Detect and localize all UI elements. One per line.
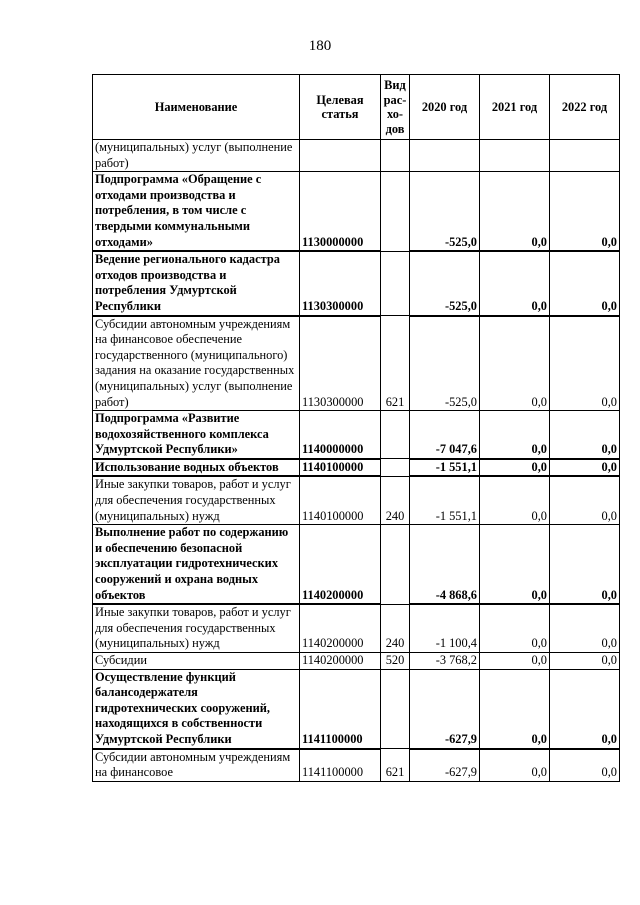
row-vid-cell: 520 [381,653,410,670]
row-vid-cell [381,525,410,604]
row-name-cell: Осуществление функций балансодержателя гидротехнических сооружений, находящихся в собственности Удмуртской Республики [93,669,300,748]
row-2020-cell: -627,9 [410,749,480,782]
row-vid-cell: 621 [381,316,410,411]
row-vid-cell [381,251,410,315]
row-2020-cell: -7 047,6 [410,411,480,459]
column-header-name: Наименование [93,75,300,140]
table-row [93,459,620,477]
column-header-vid: Вид рас-хо-дов [381,75,410,140]
table-row [93,172,620,251]
row-2021-cell: 0,0 [480,316,550,411]
row-code-cell [300,140,381,172]
row-code-cell: 1140200000 [300,653,381,670]
table-row [93,525,620,604]
row-code-cell: 1140100000 [300,459,381,477]
row-2022-cell: 0,0 [550,604,620,652]
row-2022-cell: 0,0 [550,653,620,670]
row-2021-cell: 0,0 [480,411,550,459]
row-2020-cell: -525,0 [410,172,480,251]
column-header-2022: 2022 год [550,75,620,140]
table-row [93,476,620,524]
table-row [93,604,620,652]
row-2022-cell: 0,0 [550,411,620,459]
table-row [93,669,620,748]
row-2022-cell: 0,0 [550,525,620,604]
row-vid-cell [381,411,410,459]
row-2021-cell [480,140,550,172]
column-header-code: Целевая статья [300,75,381,140]
row-2020-cell [410,140,480,172]
row-2020-cell: -1 100,4 [410,604,480,652]
table-row [93,411,620,459]
row-vid-cell [381,669,410,748]
row-vid-cell [381,459,410,477]
row-vid-cell: 240 [381,604,410,652]
row-2020-cell: -1 551,1 [410,459,480,477]
row-2022-cell: 0,0 [550,476,620,524]
row-name-cell: Субсидии [93,653,300,670]
row-2021-cell: 0,0 [480,251,550,315]
row-2021-cell: 0,0 [480,525,550,604]
row-code-cell: 1141100000 [300,749,381,782]
row-name-cell: Субсидии автономным учреждениям на финансовое обеспечение государственного (муниципального) задания на оказание государственных (муниципальных) услуг (выполнение работ) [93,316,300,411]
row-name-cell: Использование водных объектов [93,459,300,477]
table-row [93,140,620,172]
row-2020-cell: -525,0 [410,316,480,411]
table-header-row [93,75,620,140]
row-name-cell: Ведение регионального кадастра отходов производства и потребления Удмуртской Республики [93,251,300,315]
row-code-cell: 1130000000 [300,172,381,251]
row-2020-cell: -627,9 [410,669,480,748]
row-2022-cell: 0,0 [550,749,620,782]
row-code-cell: 1130300000 [300,316,381,411]
table-row [93,653,620,670]
row-2021-cell: 0,0 [480,172,550,251]
row-2021-cell: 0,0 [480,653,550,670]
column-header-2021: 2021 год [480,75,550,140]
row-vid-cell [381,140,410,172]
row-2021-cell: 0,0 [480,749,550,782]
row-code-cell: 1140200000 [300,604,381,652]
row-2021-cell: 0,0 [480,476,550,524]
row-code-cell: 1130300000 [300,251,381,315]
page-number: 180 [308,38,332,54]
row-2020-cell: -525,0 [410,251,480,315]
row-name-cell: Подпрограмма «Обращение с отходами производства и потребления, в том числе с твердыми коммунальными отходами» [93,172,300,251]
row-2022-cell [550,140,620,172]
table-row [93,251,620,315]
column-header-2020: 2020 год [410,75,480,140]
row-name-cell: Подпрограмма «Развитие водохозяйственного комплекса Удмуртской Республики» [93,411,300,459]
row-code-cell: 1140000000 [300,411,381,459]
row-code-cell: 1141100000 [300,669,381,748]
table-row [93,316,620,411]
row-vid-cell: 240 [381,476,410,524]
row-name-cell: (муниципальных) услуг (выполнение работ) [93,140,300,172]
row-2020-cell: -1 551,1 [410,476,480,524]
row-2021-cell: 0,0 [480,459,550,477]
table-row [93,749,620,782]
row-vid-cell: 621 [381,749,410,782]
row-vid-cell [381,172,410,251]
row-2022-cell: 0,0 [550,459,620,477]
row-2020-cell: -4 868,6 [410,525,480,604]
row-2022-cell: 0,0 [550,172,620,251]
row-2022-cell: 0,0 [550,316,620,411]
table-body [93,140,620,782]
row-2020-cell: -3 768,2 [410,653,480,670]
row-2022-cell: 0,0 [550,669,620,748]
row-name-cell: Иные закупки товаров, работ и услуг для обеспечения государственных (муниципальных) нужд [93,604,300,652]
row-name-cell: Субсидии автономным учреждениям на финансовое [93,749,300,782]
row-name-cell: Иные закупки товаров, работ и услуг для обеспечения государственных (муниципальных) нужд [93,476,300,524]
row-2022-cell: 0,0 [550,251,620,315]
budget-table [92,74,620,782]
row-2021-cell: 0,0 [480,669,550,748]
row-code-cell: 1140100000 [300,476,381,524]
row-2021-cell: 0,0 [480,604,550,652]
row-code-cell: 1140200000 [300,525,381,604]
row-name-cell: Выполнение работ по содержанию и обеспечению безопасной эксплуатации гидротехнических сооружений и охрана водных объектов [93,525,300,604]
